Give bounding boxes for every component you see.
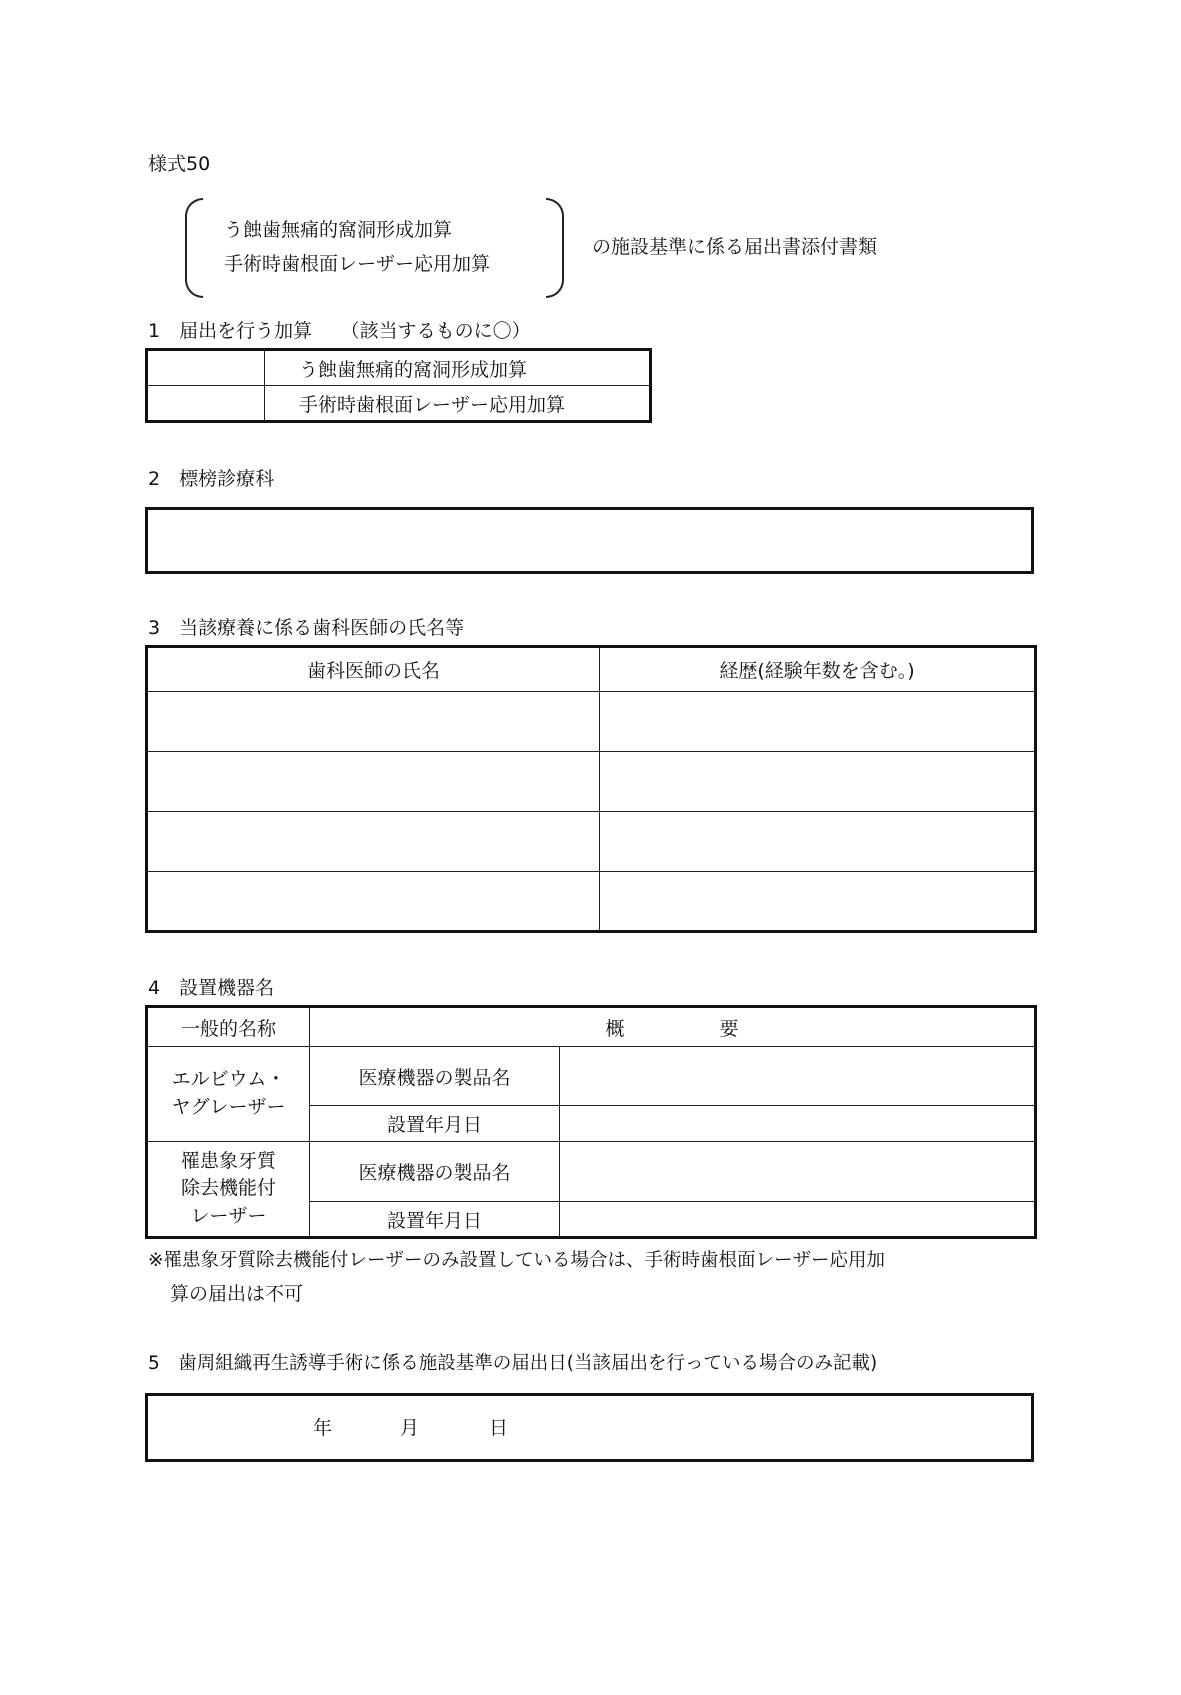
header-item-1: う蝕歯無痛的窩洞形成加算 <box>224 219 453 241</box>
section1-check-cell-2[interactable] <box>147 386 265 422</box>
section4-table <box>145 1005 1037 1239</box>
section4-col-general-name: 一般的名称 <box>147 1007 310 1047</box>
section1-heading: 1 届出を行う加算 （該当するものに〇） <box>148 320 531 342</box>
section4-col-overview: 概 要 <box>310 1007 1036 1047</box>
dentist-name-cell[interactable] <box>147 692 600 752</box>
dentist-name-cell[interactable] <box>147 752 600 812</box>
section2-input-box[interactable] <box>145 507 1034 574</box>
career-cell[interactable] <box>600 872 1036 932</box>
section3-table <box>145 645 1037 933</box>
section3-col-dentist-name: 歯科医師の氏名 <box>147 647 600 692</box>
left-brace <box>185 198 203 298</box>
device1-name-line2: ヤグレーザー <box>171 1096 286 1118</box>
section1-check-cell-1[interactable] <box>147 350 265 386</box>
header-item-2: 手術時歯根面レーザー応用加算 <box>224 253 491 275</box>
device1-name <box>147 1047 310 1142</box>
dentist-name-cell[interactable] <box>147 872 600 932</box>
device2-product-label: 医療機器の製品名 <box>310 1142 560 1202</box>
section4-heading: 4 設置機器名 <box>148 977 275 999</box>
device2-product-cell[interactable] <box>560 1142 1036 1202</box>
career-cell[interactable] <box>600 752 1036 812</box>
header-suffix: の施設基準に係る届出書添付書類 <box>592 236 878 258</box>
section2-heading: 2 標榜診療科 <box>148 468 275 490</box>
device1-date-cell[interactable] <box>560 1106 1036 1142</box>
device2-date-label: 設置年月日 <box>310 1202 560 1238</box>
career-cell[interactable] <box>600 692 1036 752</box>
device2-name-line3: レーザー <box>190 1204 267 1227</box>
section4-note-line1: ※罹患象牙質除去機能付レーザーのみ設置している場合は、手術時歯根面レーザー応用加 <box>148 1250 886 1271</box>
section5-heading: 5 歯周組織再生誘導手術に係る施設基準の届出日(当該届出を行っている場合のみ記載) <box>148 1353 878 1374</box>
section1-row-2: 手術時歯根面レーザー応用加算 <box>265 386 651 422</box>
section3-heading: 3 当該療養に係る歯科医師の氏名等 <box>148 617 465 639</box>
device1-date-label: 設置年月日 <box>310 1106 560 1142</box>
dentist-name-cell[interactable] <box>147 812 600 872</box>
device1-name-line1: エルビウム・ <box>171 1068 286 1091</box>
device1-product-cell[interactable] <box>560 1047 1036 1106</box>
device2-name-line2: 除去機能付 <box>180 1177 276 1200</box>
section1-table <box>145 348 652 423</box>
section5-date-box[interactable] <box>145 1393 1034 1462</box>
device2-name <box>147 1142 310 1238</box>
date-month-label: 月 <box>400 1417 420 1439</box>
date-day-label: 日 <box>489 1417 509 1439</box>
section3-col-career: 経歴(経験年数を含む。) <box>600 647 1036 692</box>
career-cell[interactable] <box>600 812 1036 872</box>
form-number: 様式50 <box>148 153 211 175</box>
device2-name-line1: 罹患象牙質 <box>180 1149 276 1172</box>
device1-product-label: 医療機器の製品名 <box>310 1047 560 1106</box>
section1-row-1: う蝕歯無痛的窩洞形成加算 <box>265 350 651 386</box>
section4-note-line2: 算の届出は不可 <box>170 1283 304 1305</box>
device2-date-cell[interactable] <box>560 1202 1036 1238</box>
right-brace <box>546 198 564 298</box>
date-year-label: 年 <box>313 1417 333 1439</box>
